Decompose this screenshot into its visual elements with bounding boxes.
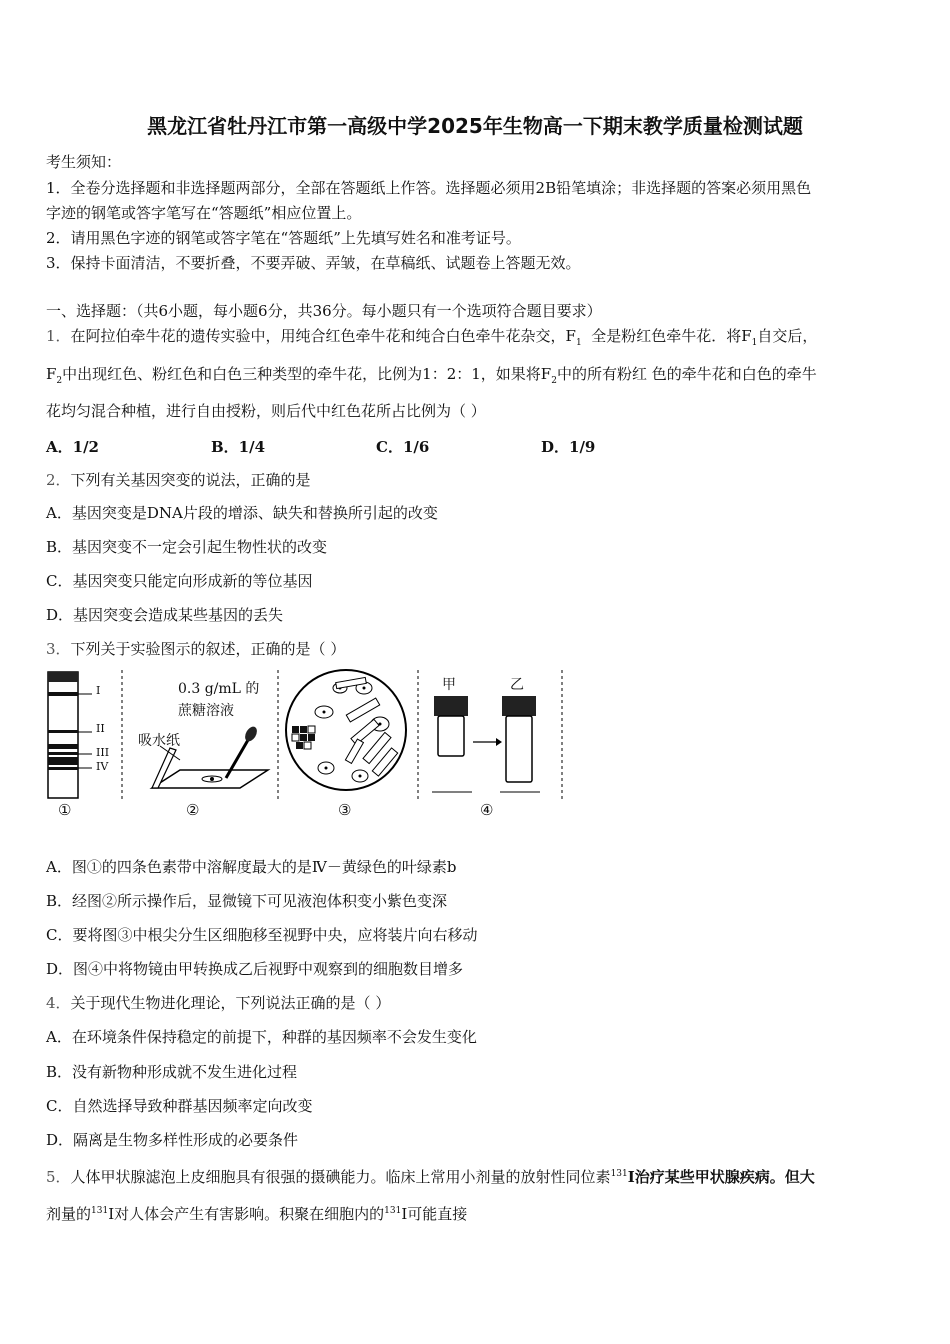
section-heading: 一、选择题：（共6小题，每小题6分，共36分。每小题只有一个选项符合题目要求） bbox=[46, 302, 602, 320]
band-label: IV bbox=[96, 760, 109, 773]
chromatography-strip bbox=[48, 672, 92, 798]
question-number: 5． bbox=[46, 1168, 71, 1186]
panel-label: ② bbox=[186, 801, 200, 819]
band-label: II bbox=[96, 722, 105, 735]
question-2-stem: 2．下列有关基因突变的说法，正确的是 bbox=[46, 471, 311, 489]
option-a[interactable]: A．1/2 bbox=[46, 438, 99, 456]
objective-lenses bbox=[432, 696, 540, 792]
option-c[interactable]: C．自然选择导致种群基因频率定向改变 bbox=[46, 1097, 313, 1115]
option-d[interactable]: D．隔离是生物多样性形成的必要条件 bbox=[46, 1131, 299, 1149]
solution-label: 0.3 g/mL 的 bbox=[178, 681, 260, 697]
lens-label: 甲 bbox=[442, 677, 456, 693]
option-d[interactable]: D．1/9 bbox=[541, 438, 596, 456]
option-a[interactable]: A．图①的四条色素带中溶解度最大的是Ⅳ－黄绿色的叶绿素b bbox=[46, 858, 457, 876]
option-c[interactable]: C．1/6 bbox=[376, 438, 430, 456]
question-1-line-1: 1．在阿拉伯牵牛花的遗传实验中，用纯合红色牵牛花和纯合白色牵牛花杂交，$F_1$ 全是粉红色牵牛花．将$F_1$自交后， bbox=[46, 327, 818, 348]
panel-label: ① bbox=[58, 801, 72, 819]
option-b[interactable]: B．经图②所示操作后，显微镜下可见液泡体积变小紫色变深 bbox=[46, 892, 448, 910]
option-b[interactable]: B．1/4 bbox=[211, 438, 266, 456]
notice-heading: 考生须知： bbox=[46, 153, 122, 171]
question-3-stem: 3．下列关于实验图示的叙述，正确的是（ ） bbox=[46, 640, 346, 658]
question-number: 4． bbox=[46, 994, 71, 1012]
notice-item: 1．全卷分选择题和非选择题两部分，全部在答题纸上作答。选择题必须用2B铅笔填涂；非选择题的答案必须用黑色 bbox=[46, 179, 812, 197]
option-c[interactable]: C．基因突变只能定向形成新的等位基因 bbox=[46, 572, 313, 590]
option-d[interactable]: D．基因突变会造成某些基因的丢失 bbox=[46, 606, 284, 624]
band-label: I bbox=[96, 684, 101, 697]
option-d[interactable]: D．图④中将物镜由甲转换成乙后视野中观察到的细胞数目增多 bbox=[46, 960, 464, 978]
question-4-stem: 4．关于现代生物进化理论，下列说法正确的是（ ） bbox=[46, 994, 391, 1012]
question-1-line-2: $F_2$中出现红色、粉红色和白色三种类型的牵牛花，比例为1：2：1，如果将$F_2$中的所有粉红 色的牵牛花和白色的牵牛 bbox=[46, 365, 817, 386]
solution-label: 蔗糖溶液 bbox=[178, 703, 234, 719]
option-c[interactable]: C．要将图③中根尖分生区细胞移至视野中央，应将装片向右移动 bbox=[46, 926, 478, 944]
question-1-line-3: 花均匀混合种植，进行自由授粉，则后代中红色花所占比例为（ ） bbox=[46, 402, 486, 420]
option-a[interactable]: A．基因突变是DNA片段的增添、缺失和替换所引起的改变 bbox=[46, 504, 438, 522]
paper-label: 吸水纸 bbox=[138, 733, 180, 749]
option-b[interactable]: B．基因突变不一定会引起生物性状的改变 bbox=[46, 538, 328, 556]
question-5-line-1: 5．人体甲状腺滤泡上皮细胞具有很强的摄碘能力。临床上常用小剂量的放射性同位素$^{131}$I治疗某些甲状腺疾病。但大 bbox=[46, 1168, 815, 1186]
question-number: 3． bbox=[46, 640, 71, 658]
band-label: III bbox=[96, 746, 110, 759]
option-a[interactable]: A．在环境条件保持稳定的前提下，种群的基因频率不会发生变化 bbox=[46, 1028, 477, 1046]
experiment-figure bbox=[40, 668, 580, 828]
question-5-line-2: 剂量的$^{131}$I对人体会产生有害影响。积聚在细胞内的$^{131}$I可能直接 bbox=[46, 1205, 468, 1223]
question-1-options bbox=[46, 436, 746, 456]
question-number: 1． bbox=[46, 327, 71, 345]
notice-item: 字迹的钢笔或答字笔写在“答题纸”相应位置上。 bbox=[46, 204, 362, 222]
page-title: 黑龙江省牡丹江市第一高级中学2025年生物高一下期末教学质量检测试题 bbox=[147, 114, 803, 138]
panel-label: ③ bbox=[338, 801, 352, 819]
lens-label: 乙 bbox=[510, 677, 524, 693]
notice-item: 2．请用黑色字迹的钢笔或答字笔在“答题纸”上先填写姓名和准考证号。 bbox=[46, 229, 521, 247]
notice-item: 3．保持卡面清洁，不要折叠，不要弄破、弄皱，在草稿纸、试题卷上答题无效。 bbox=[46, 254, 581, 272]
experiment-figure-drawing bbox=[40, 668, 580, 828]
question-number: 2． bbox=[46, 471, 71, 489]
panel-label: ④ bbox=[480, 801, 494, 819]
option-b[interactable]: B．没有新物种形成就不发生进化过程 bbox=[46, 1063, 298, 1081]
microscope-field bbox=[286, 670, 406, 790]
